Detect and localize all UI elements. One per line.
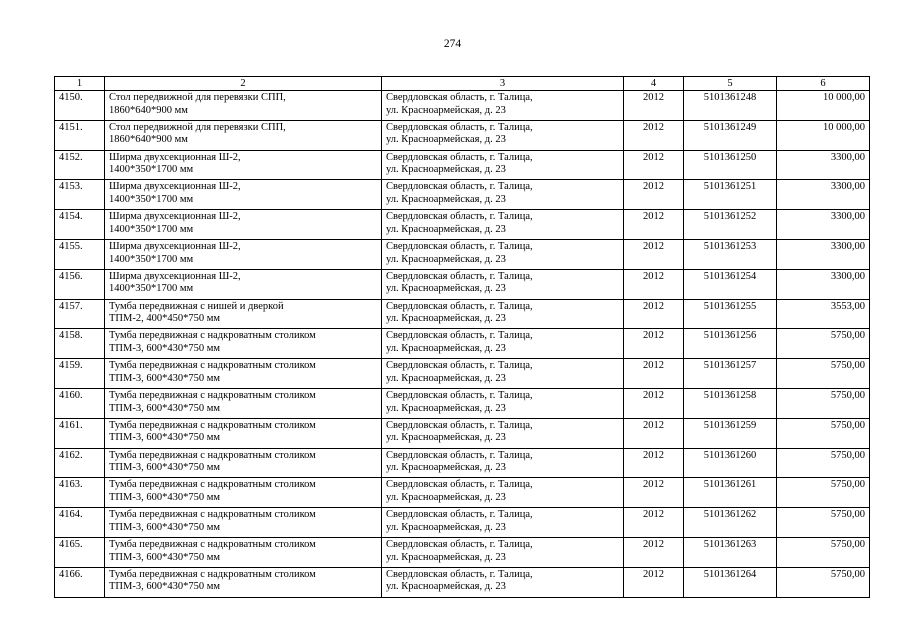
item-name-line: ТПМ-3, 600*430*750 мм xyxy=(109,372,220,384)
item-name-line: 1400*350*1700 мм xyxy=(109,253,194,265)
inventory-number-cell: 5101361261 xyxy=(684,478,777,508)
address-line: Свердловская область, г. Талица, xyxy=(386,240,533,252)
item-name-cell xyxy=(105,359,382,389)
address-line: Свердловская область, г. Талица, xyxy=(386,151,533,163)
address-cell xyxy=(382,329,624,359)
cost-cell: 5750,00 xyxy=(777,508,870,538)
row-number-cell: 4157. xyxy=(55,299,105,329)
address-cell xyxy=(382,299,624,329)
table-row xyxy=(55,537,870,567)
item-name-cell xyxy=(105,299,382,329)
item-name-cell xyxy=(105,180,382,210)
address-cell xyxy=(382,388,624,418)
item-name-line: ТПМ-3, 600*430*750 мм xyxy=(109,402,220,414)
item-name-cell xyxy=(105,210,382,240)
item-name-line: Тумба передвижная с надкроватным столиком xyxy=(109,568,316,580)
address-cell xyxy=(382,508,624,538)
address-line: ул. Красноармейская, д. 23 xyxy=(386,491,506,503)
inventory-number-cell: 5101361264 xyxy=(684,567,777,597)
item-name-line: 1400*350*1700 мм xyxy=(109,283,194,295)
item-name-line: 1400*350*1700 мм xyxy=(109,164,194,176)
item-name-cell xyxy=(105,239,382,269)
inventory-number-cell: 5101361260 xyxy=(684,448,777,478)
item-name-cell xyxy=(105,150,382,180)
item-name-line: Тумба передвижная с надкроватным столиком xyxy=(109,449,316,461)
item-name-line: Ширма двухсекционная Ш-2, xyxy=(109,211,241,223)
row-number-cell: 4165. xyxy=(55,537,105,567)
item-name-line: Стол передвижной для перевязки СПП, xyxy=(109,92,286,103)
year-cell: 2012 xyxy=(624,120,684,150)
inventory-number-cell: 5101361258 xyxy=(684,388,777,418)
table-row xyxy=(55,239,870,269)
table-row xyxy=(55,448,870,478)
column-header-1: 1 xyxy=(55,77,105,91)
item-name-cell xyxy=(105,478,382,508)
inventory-number-cell: 5101361252 xyxy=(684,210,777,240)
column-header-5: 5 xyxy=(684,77,777,91)
item-name-line: Тумба передвижная с надкроватным столиком xyxy=(109,419,316,431)
address-cell xyxy=(382,567,624,597)
row-number-cell: 4151. xyxy=(55,120,105,150)
table-body xyxy=(55,91,870,598)
table-header xyxy=(55,77,870,91)
item-name-cell xyxy=(105,567,382,597)
year-cell: 2012 xyxy=(624,508,684,538)
item-name-line: Тумба передвижная с надкроватным столиком xyxy=(109,538,316,550)
item-name-line: ТПМ-3, 600*430*750 мм xyxy=(109,342,220,354)
address-line: Свердловская область, г. Талица, xyxy=(386,211,533,223)
table-row xyxy=(55,329,870,359)
address-cell xyxy=(382,120,624,150)
cost-cell: 3300,00 xyxy=(777,210,870,240)
cost-cell: 3553,00 xyxy=(777,299,870,329)
item-name-line: Ширма двухсекционная Ш-2, xyxy=(109,151,241,163)
inventory-number-cell: 5101361257 xyxy=(684,359,777,389)
row-number-cell: 4160. xyxy=(55,388,105,418)
row-number-cell: 4150. xyxy=(55,91,105,121)
cost-cell: 5750,00 xyxy=(777,388,870,418)
address-cell xyxy=(382,180,624,210)
item-name-cell xyxy=(105,91,382,121)
item-name-cell xyxy=(105,418,382,448)
cost-cell: 5750,00 xyxy=(777,329,870,359)
row-number-cell: 4161. xyxy=(55,418,105,448)
address-line: ул. Красноармейская, д. 23 xyxy=(386,134,506,146)
cost-cell: 3300,00 xyxy=(777,150,870,180)
item-name-cell xyxy=(105,388,382,418)
table-row xyxy=(55,478,870,508)
address-line: ул. Красноармейская, д. 23 xyxy=(386,342,506,354)
year-cell: 2012 xyxy=(624,239,684,269)
address-line: ул. Красноармейская, д. 23 xyxy=(386,581,506,593)
item-name-cell xyxy=(105,508,382,538)
address-line: ул. Красноармейская, д. 23 xyxy=(386,402,506,414)
year-cell: 2012 xyxy=(624,537,684,567)
item-name-line: ТПМ-3, 600*430*750 мм xyxy=(109,432,220,444)
address-cell xyxy=(382,91,624,121)
year-cell: 2012 xyxy=(624,478,684,508)
item-name-line: ТПМ-3, 600*430*750 мм xyxy=(109,521,220,533)
inventory-number-cell: 5101361259 xyxy=(684,418,777,448)
row-number-cell: 4156. xyxy=(55,269,105,299)
address-line: ул. Красноармейская, д. 23 xyxy=(386,193,506,205)
address-line: ул. Красноармейская, д. 23 xyxy=(386,551,506,563)
address-line: Свердловская область, г. Талица, xyxy=(386,419,533,431)
inventory-number-cell: 5101361255 xyxy=(684,299,777,329)
address-line: ул. Красноармейская, д. 23 xyxy=(386,313,506,325)
table-row xyxy=(55,91,870,121)
address-line: ул. Красноармейская, д. 23 xyxy=(386,104,506,116)
item-name-line: 1400*350*1700 мм xyxy=(109,193,194,205)
inventory-number-cell: 5101361253 xyxy=(684,239,777,269)
address-cell xyxy=(382,537,624,567)
item-name-line: ТПМ-3, 600*430*750 мм xyxy=(109,491,220,503)
address-line: Свердловская область, г. Талица, xyxy=(386,389,533,401)
address-line: Свердловская область, г. Талица, xyxy=(386,568,533,580)
item-name-line: ТПМ-2, 400*450*750 мм xyxy=(109,313,220,325)
table-row xyxy=(55,418,870,448)
item-name-line: Ширма двухсекционная Ш-2, xyxy=(109,270,241,282)
row-number-cell: 4159. xyxy=(55,359,105,389)
address-line: Свердловская область, г. Талица, xyxy=(386,300,533,312)
address-line: ул. Красноармейская, д. 23 xyxy=(386,521,506,533)
cost-cell: 5750,00 xyxy=(777,567,870,597)
inventory-number-cell: 5101361263 xyxy=(684,537,777,567)
inventory-number-cell: 5101361249 xyxy=(684,120,777,150)
item-name-line: Тумба передвижная с надкроватным столиком xyxy=(109,330,316,342)
row-number-cell: 4155. xyxy=(55,239,105,269)
year-cell: 2012 xyxy=(624,269,684,299)
address-line: Свердловская область, г. Талица, xyxy=(386,538,533,550)
cost-cell: 3300,00 xyxy=(777,239,870,269)
item-name-cell xyxy=(105,329,382,359)
item-name-line: ТПМ-3, 600*430*750 мм xyxy=(109,551,220,563)
header-row xyxy=(55,77,870,91)
table-row xyxy=(55,388,870,418)
column-header-6: 6 xyxy=(777,77,870,91)
table-row xyxy=(55,269,870,299)
cost-cell: 5750,00 xyxy=(777,359,870,389)
item-name-line: 1860*640*900 мм xyxy=(109,104,188,116)
registry-table xyxy=(54,76,870,598)
row-number-cell: 4152. xyxy=(55,150,105,180)
item-name-line: Ширма двухсекционная Ш-2, xyxy=(109,181,241,193)
address-cell xyxy=(382,269,624,299)
table-row xyxy=(55,567,870,597)
year-cell: 2012 xyxy=(624,91,684,121)
address-line: ул. Красноармейская, д. 23 xyxy=(386,432,506,444)
item-name-line: Тумба передвижная с надкроватным столиком xyxy=(109,479,316,491)
address-line: Свердловская область, г. Талица, xyxy=(386,121,533,133)
column-header-2: 2 xyxy=(105,77,382,91)
year-cell: 2012 xyxy=(624,180,684,210)
inventory-number-cell: 5101361254 xyxy=(684,269,777,299)
item-name-line: 1400*350*1700 мм xyxy=(109,223,194,235)
inventory-number-cell: 5101361251 xyxy=(684,180,777,210)
cost-cell: 5750,00 xyxy=(777,478,870,508)
year-cell: 2012 xyxy=(624,210,684,240)
inventory-number-cell: 5101361256 xyxy=(684,329,777,359)
row-number-cell: 4162. xyxy=(55,448,105,478)
item-name-line: ТПМ-3, 600*430*750 мм xyxy=(109,581,220,593)
year-cell: 2012 xyxy=(624,567,684,597)
item-name-line: Тумба передвижная с нишей и дверкой xyxy=(109,300,284,312)
row-number-cell: 4166. xyxy=(55,567,105,597)
address-line: Свердловская область, г. Талица, xyxy=(386,360,533,372)
cost-cell: 10 000,00 xyxy=(777,91,870,121)
year-cell: 2012 xyxy=(624,150,684,180)
item-name-line: 1860*640*900 мм xyxy=(109,134,188,146)
table-row xyxy=(55,120,870,150)
item-name-cell xyxy=(105,120,382,150)
item-name-line: Ширма двухсекционная Ш-2, xyxy=(109,240,241,252)
address-line: Свердловская область, г. Талица, xyxy=(386,479,533,491)
row-number-cell: 4153. xyxy=(55,180,105,210)
year-cell: 2012 xyxy=(624,418,684,448)
year-cell: 2012 xyxy=(624,329,684,359)
address-line: ул. Красноармейская, д. 23 xyxy=(386,164,506,176)
column-header-4: 4 xyxy=(624,77,684,91)
address-line: Свердловская область, г. Талица, xyxy=(386,270,533,282)
cost-cell: 3300,00 xyxy=(777,180,870,210)
item-name-line: Тумба передвижная с надкроватным столиком xyxy=(109,389,316,401)
address-cell xyxy=(382,478,624,508)
address-line: Свердловская область, г. Талица, xyxy=(386,92,533,103)
item-name-line: ТПМ-3, 600*430*750 мм xyxy=(109,462,220,474)
row-number-cell: 4163. xyxy=(55,478,105,508)
item-name-line: Тумба передвижная с надкроватным столиком xyxy=(109,509,316,521)
item-name-line: Стол передвижной для перевязки СПП, xyxy=(109,121,286,133)
page-number: 274 xyxy=(443,38,462,50)
address-line: Свердловская область, г. Талица, xyxy=(386,330,533,342)
address-line: ул. Красноармейская, д. 23 xyxy=(386,283,506,295)
address-line: ул. Красноармейская, д. 23 xyxy=(386,253,506,265)
table-row xyxy=(55,299,870,329)
item-name-line: Тумба передвижная с надкроватным столиком xyxy=(109,360,316,372)
column-header-3: 3 xyxy=(382,77,624,91)
address-cell xyxy=(382,359,624,389)
cost-cell: 10 000,00 xyxy=(777,120,870,150)
inventory-number-cell: 5101361262 xyxy=(684,508,777,538)
address-line: Свердловская область, г. Талица, xyxy=(386,509,533,521)
table-row xyxy=(55,150,870,180)
item-name-cell xyxy=(105,448,382,478)
address-cell xyxy=(382,418,624,448)
table-row xyxy=(55,180,870,210)
year-cell: 2012 xyxy=(624,448,684,478)
row-number-cell: 4164. xyxy=(55,508,105,538)
address-cell xyxy=(382,239,624,269)
cost-cell: 3300,00 xyxy=(777,269,870,299)
inventory-number-cell: 5101361248 xyxy=(684,91,777,121)
row-number-cell: 4158. xyxy=(55,329,105,359)
table-row xyxy=(55,359,870,389)
address-line: Свердловская область, г. Талица, xyxy=(386,449,533,461)
item-name-cell xyxy=(105,269,382,299)
year-cell: 2012 xyxy=(624,388,684,418)
cost-cell: 5750,00 xyxy=(777,448,870,478)
address-line: ул. Красноармейская, д. 23 xyxy=(386,223,506,235)
address-line: ул. Красноармейская, д. 23 xyxy=(386,372,506,384)
address-cell xyxy=(382,448,624,478)
inventory-number-cell: 5101361250 xyxy=(684,150,777,180)
cost-cell: 5750,00 xyxy=(777,418,870,448)
item-name-cell xyxy=(105,537,382,567)
address-line: ул. Красноармейская, д. 23 xyxy=(386,462,506,474)
cost-cell: 5750,00 xyxy=(777,537,870,567)
row-number-cell: 4154. xyxy=(55,210,105,240)
year-cell: 2012 xyxy=(624,359,684,389)
address-cell xyxy=(382,150,624,180)
table-row xyxy=(55,210,870,240)
year-cell: 2012 xyxy=(624,299,684,329)
address-line: Свердловская область, г. Талица, xyxy=(386,181,533,193)
address-cell xyxy=(382,210,624,240)
table-row xyxy=(55,508,870,538)
